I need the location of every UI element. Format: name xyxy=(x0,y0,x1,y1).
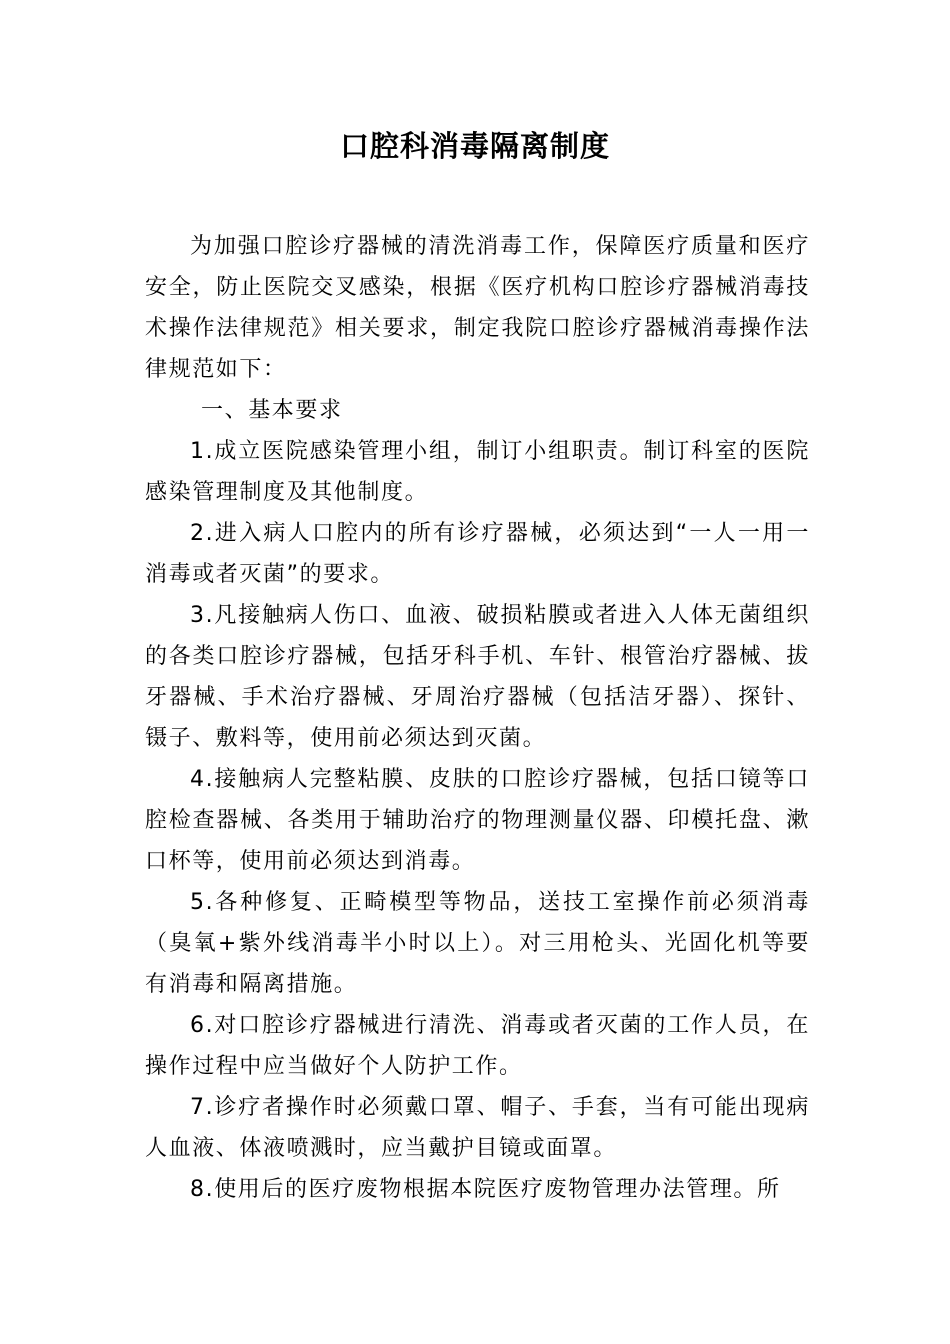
list-item: 8.使用后的医疗废物根据本院医疗废物管理办法管理。所 xyxy=(190,1177,781,1202)
list-item: 1.成立医院感染管理小组，制订小组职责。制订科室的医院感染管理制度及其他制度。 xyxy=(145,439,810,505)
list-item: 2.进入病人口腔内的所有诊疗器械，必须达到“一人一用一消毒或者灭菌”的要求。 xyxy=(145,521,810,587)
document-title: 口腔科消毒隔离制度 xyxy=(339,129,610,163)
list-item: 4.接触病人完整粘膜、皮肤的口腔诊疗器械，包括口镜等口腔检查器械、各类用于辅助治疗的物理测量仪器、印模托盘、漱口杯等，使用前必须达到消毒。 xyxy=(145,767,810,874)
section-heading: 一、基本要求 xyxy=(201,398,343,423)
list-item: 5.各种修复、正畸模型等物品，送技工室操作前必须消毒（臭氧+紫外线消毒半小时以上）。对三用枪头、光固化机等要有消毒和隔离措施。 xyxy=(145,890,810,997)
intro-paragraph: 为加强口腔诊疗器械的清洗消毒工作，保障医疗质量和医疗安全，防止医院交叉感染，根据《医疗机构口腔诊疗器械消毒技术操作法律规范》相关要求，制定我院口腔诊疗器械消毒操作法律规范如下： xyxy=(145,234,810,382)
list-item: 3.凡接触病人伤口、血液、破损粘膜或者进入人体无菌组织的各类口腔诊疗器械，包括牙科手机、车针、根管治疗器械、拔牙器械、手术治疗器械、牙周治疗器械（包括洁牙器）、探针、镊子、敷料等，使用前必须达到灭菌。 xyxy=(145,603,810,751)
document-body xyxy=(145,226,810,1210)
list-item: 6.对口腔诊疗器械进行清洗、消毒或者灭菌的工作人员，在操作过程中应当做好个人防护工作。 xyxy=(145,1013,810,1079)
list-item: 7.诊疗者操作时必须戴口罩、帽子、手套，当有可能出现病人血液、体液喷溅时，应当戴护目镜或面罩。 xyxy=(145,1095,810,1161)
